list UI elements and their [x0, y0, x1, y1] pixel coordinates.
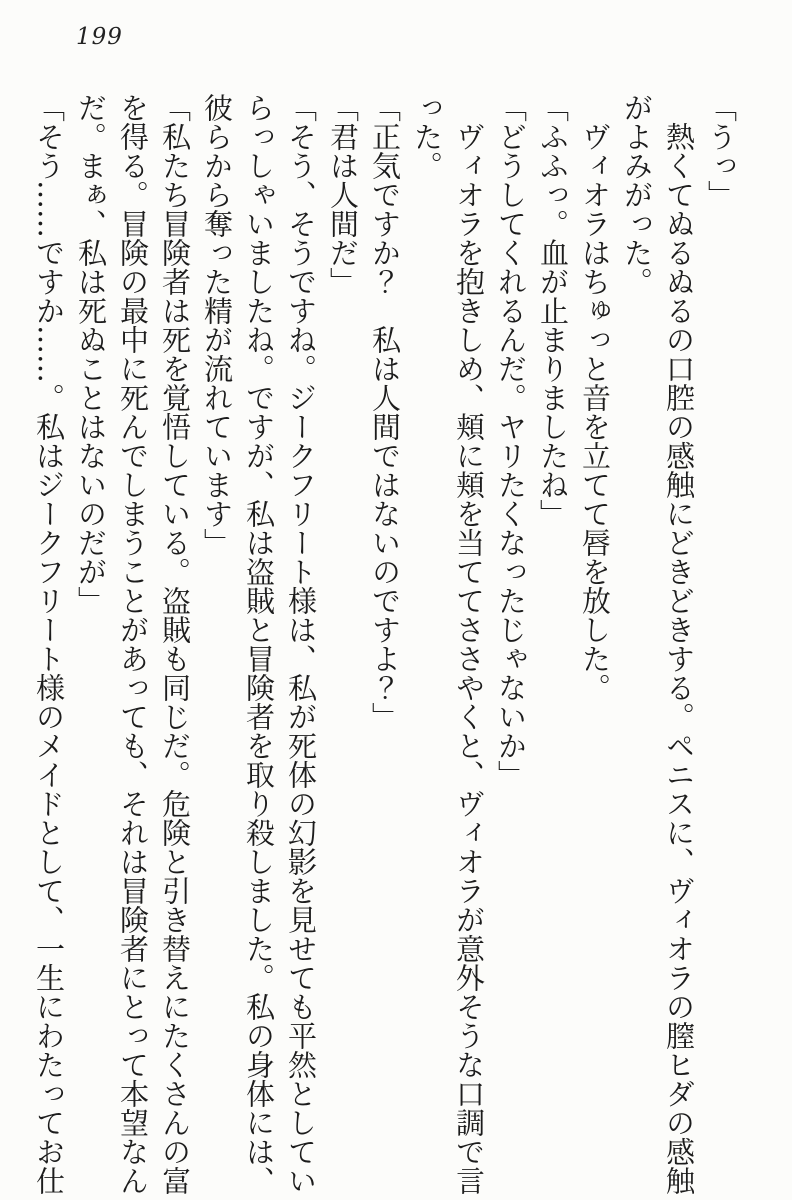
text-line: 「正気ですか？ 私は人間ではないのですよ？」 [368, 93, 402, 731]
page-number: 199 [76, 24, 123, 50]
text-line: 「うっ」 [704, 93, 738, 209]
text-line: を得る。冒険の最中に死んでしまうことがあっても、それは冒険者にとって本望なん [116, 93, 150, 1195]
text-line: らっしゃいましたね。ですが、私は盗賊と冒険者を取り殺しました。私の身体には、 [242, 93, 276, 1195]
text-line: 「ふふっ。血が止まりましたね」 [536, 93, 570, 528]
text-line: 熱くてぬるぬるの口腔の感触にどきどきする。ペニスに、ヴィオラの膣ヒダの感触 [662, 93, 696, 1195]
text-line: だ。まぁ、私は死ぬことはないのだが」 [74, 93, 108, 615]
text-line: 「そう……ですか……。私はジークフリート様のメイドとして、一生にわたってお仕 [32, 93, 66, 1195]
text-line: 「そう、そうですね。ジークフリート様は、私が死体の幻影を見せても平然としてい [284, 93, 318, 1195]
text-line: 「君は人間だ」 [326, 93, 360, 296]
text-line: 彼らから奪った精が流れています」 [200, 93, 234, 557]
text-line: ヴィオラを抱きしめ、頬に頬を当ててささやくと、ヴィオラが意外そうな口調で言 [452, 93, 486, 1195]
text-line: 「私たち冒険者は死を覚悟している。盗賊も同じだ。危険と引き替えにたくさんの富 [158, 93, 192, 1195]
text-line: った。 [410, 93, 444, 180]
text-line: 「どうしてくれるんだ。ヤリたくなったじゃないか」 [494, 93, 528, 789]
vertical-text-block [28, 93, 742, 1197]
text-line: ヴィオラはちゅっと音を立てて唇を放した。 [578, 93, 612, 702]
text-line: がよみがった。 [620, 93, 654, 296]
